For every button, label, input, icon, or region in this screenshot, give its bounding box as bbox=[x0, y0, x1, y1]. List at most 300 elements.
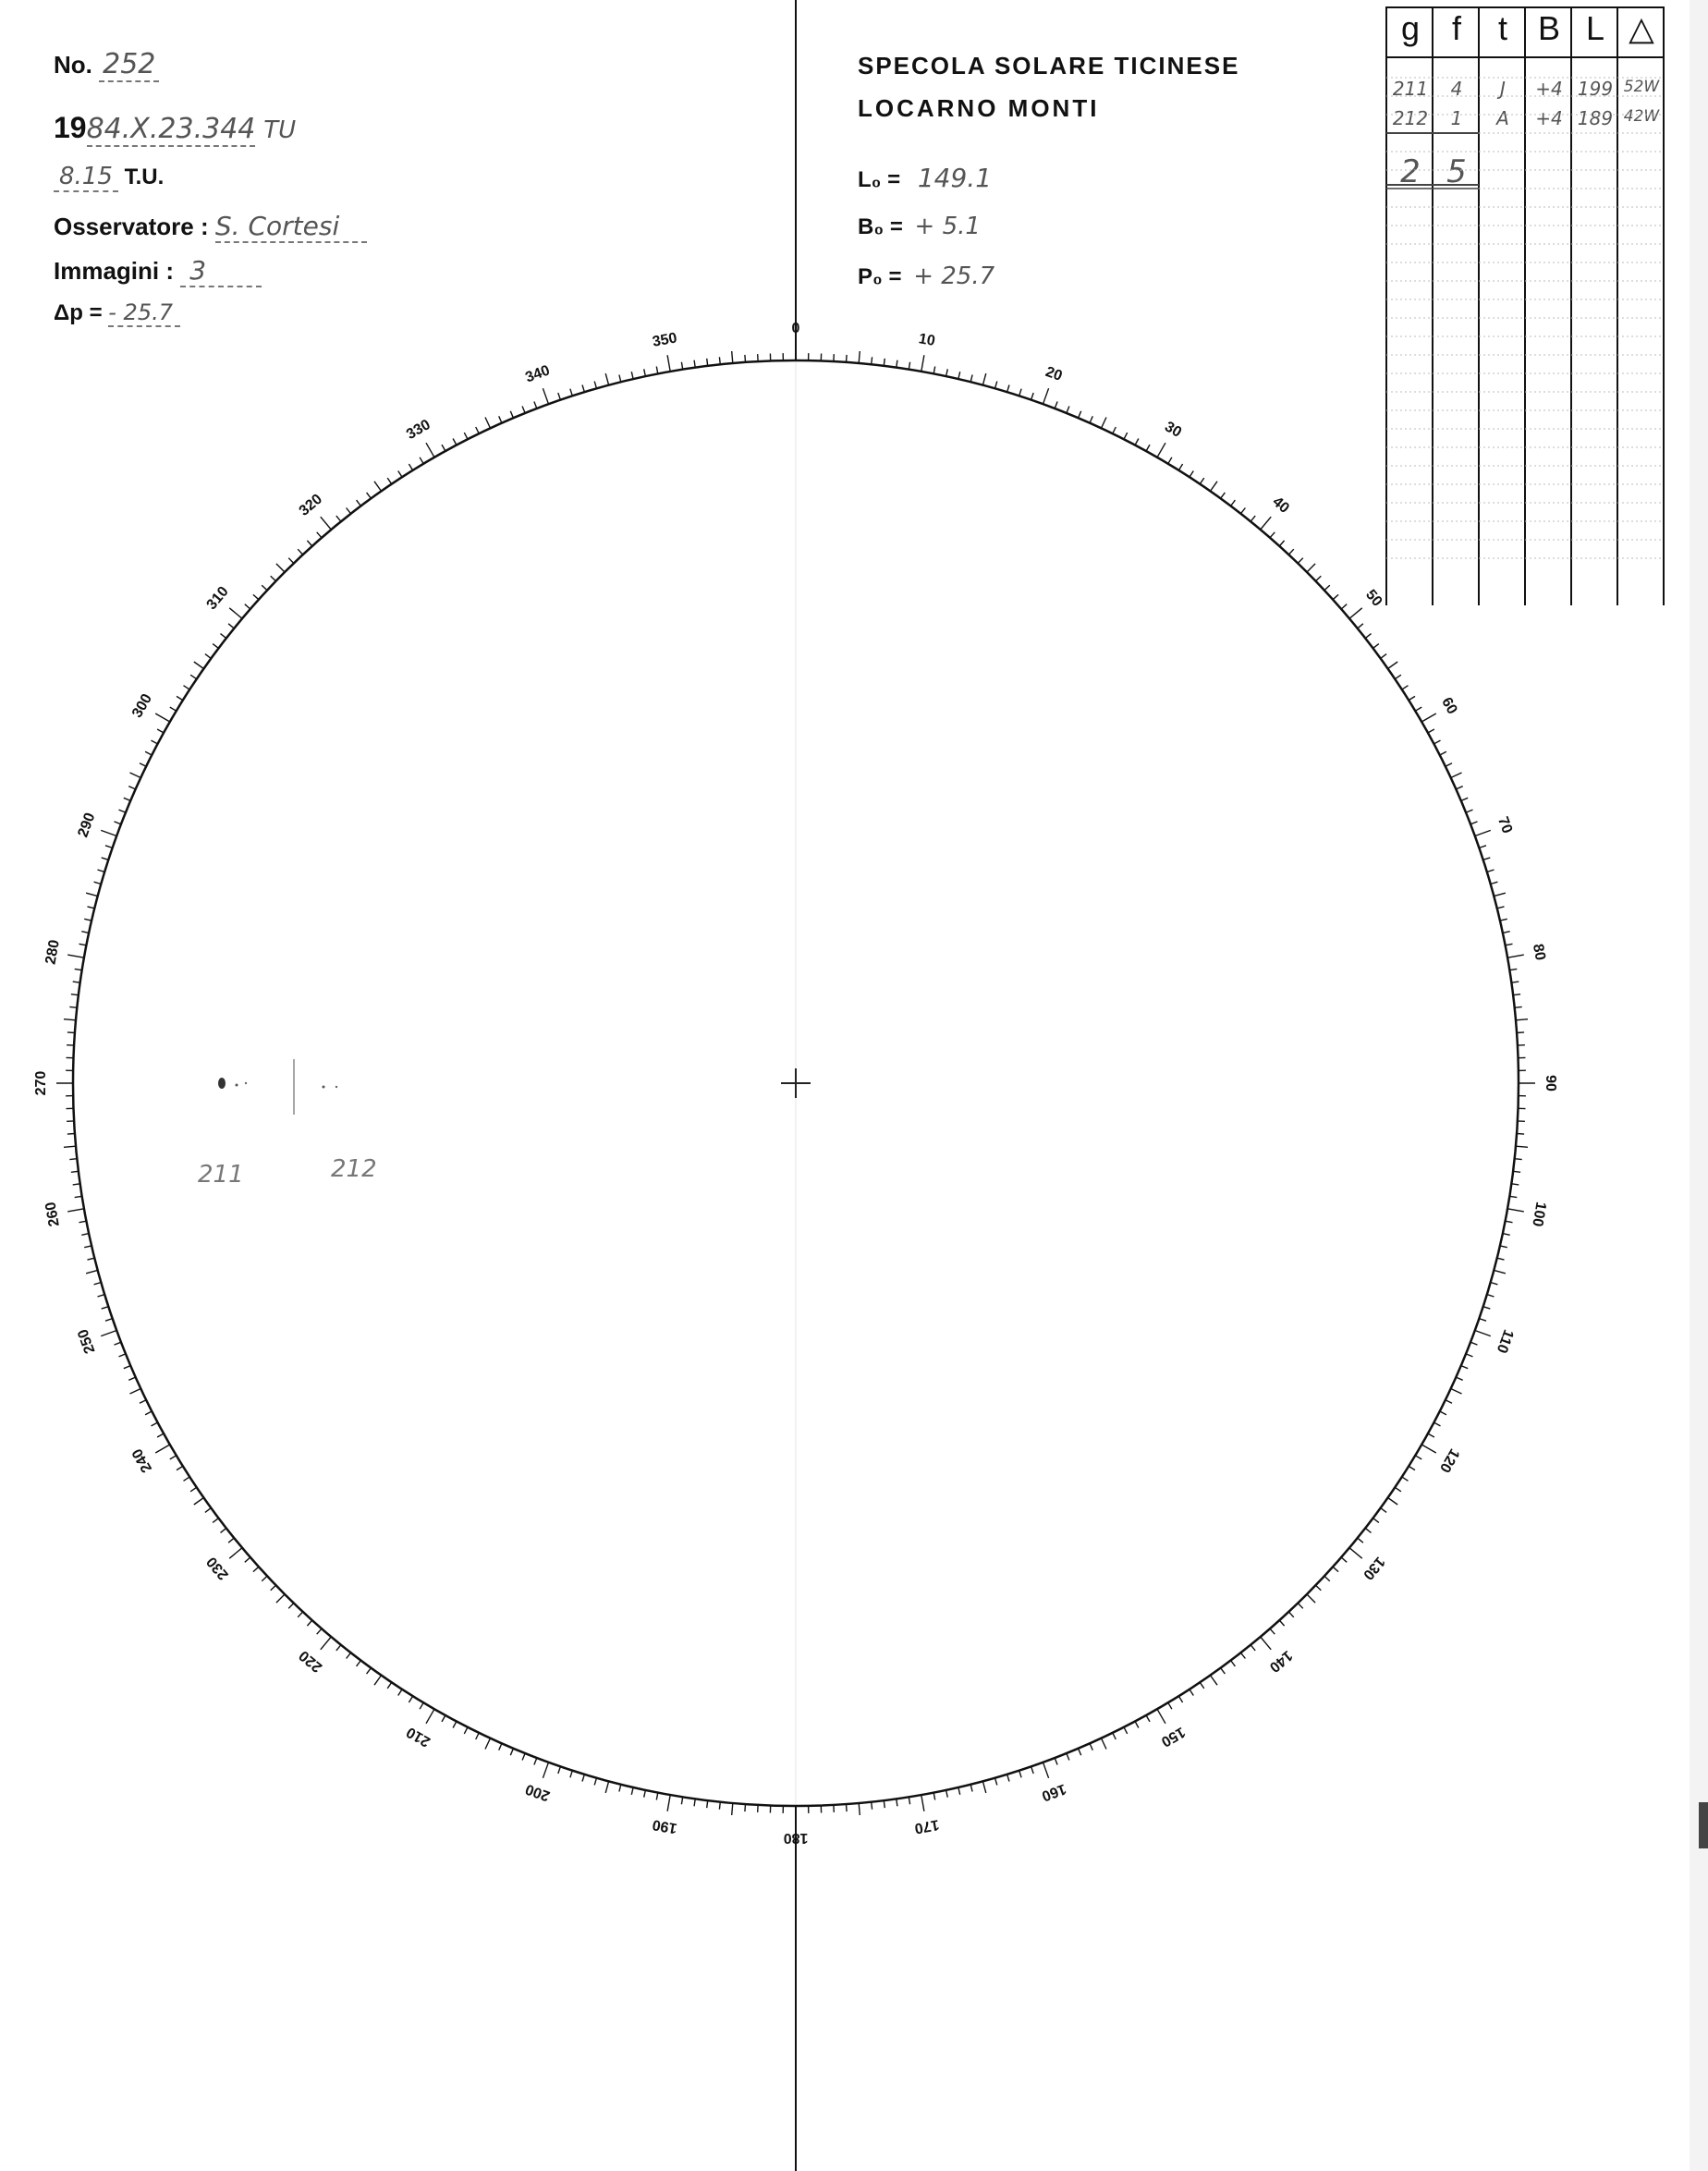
tick-mark bbox=[464, 433, 468, 439]
tick-mark bbox=[105, 846, 113, 848]
tick-mark bbox=[1507, 955, 1524, 957]
tick-mark bbox=[1475, 1331, 1491, 1336]
tick-mark bbox=[71, 1171, 79, 1172]
tick-mark bbox=[213, 1518, 218, 1523]
tick-mark bbox=[1494, 1270, 1506, 1273]
tick-mark bbox=[1250, 516, 1255, 521]
tick-mark bbox=[398, 471, 402, 478]
col-header-g: g bbox=[1400, 9, 1421, 47]
tick-mark bbox=[1491, 882, 1498, 884]
tick-mark bbox=[1298, 558, 1303, 564]
tick-mark bbox=[745, 1804, 746, 1811]
tick-label-10: 10 bbox=[917, 331, 936, 350]
tick-mark bbox=[1231, 500, 1236, 506]
tick-mark bbox=[1168, 457, 1172, 464]
tick-label-50: 50 bbox=[1362, 587, 1385, 610]
tick-mark bbox=[1067, 407, 1069, 413]
tick-mark bbox=[1440, 1411, 1446, 1415]
tick-mark bbox=[71, 994, 79, 995]
tick-mark bbox=[1090, 416, 1092, 422]
tick-mark bbox=[1124, 433, 1128, 439]
tick-mark bbox=[64, 1146, 76, 1147]
tick-mark bbox=[970, 1785, 972, 1792]
observer-label: Osservatore : bbox=[54, 213, 209, 240]
tick-mark bbox=[101, 1331, 116, 1336]
tick-mark bbox=[1298, 1604, 1303, 1609]
tick-mark bbox=[101, 830, 116, 835]
tick-mark bbox=[1324, 585, 1330, 591]
col-header-L: L bbox=[1585, 9, 1605, 47]
tick-mark bbox=[1388, 662, 1398, 669]
tick-mark bbox=[946, 369, 948, 376]
tick-mark bbox=[119, 810, 126, 812]
tick-mark bbox=[102, 858, 109, 860]
sunspot-212 bbox=[323, 1086, 325, 1089]
tick-mark bbox=[694, 1799, 695, 1806]
tick-label-70: 70 bbox=[1494, 814, 1516, 836]
row1-delta: 52W bbox=[1623, 78, 1660, 96]
tick-mark bbox=[1055, 402, 1057, 409]
tick-mark bbox=[1031, 1766, 1034, 1774]
sunspot-212 bbox=[336, 1086, 337, 1088]
tick-mark bbox=[84, 1246, 92, 1248]
tick-mark bbox=[1240, 1653, 1245, 1658]
tick-mark bbox=[582, 1775, 584, 1782]
dp-label: Δp = bbox=[54, 300, 103, 325]
tick-mark bbox=[1506, 1221, 1513, 1223]
tick-mark bbox=[229, 608, 242, 619]
tick-mark bbox=[1240, 508, 1245, 514]
tick-mark bbox=[681, 1797, 682, 1804]
tick-mark bbox=[1124, 1727, 1128, 1734]
tick-mark bbox=[276, 564, 285, 572]
row2-L: 189 bbox=[1577, 107, 1614, 129]
tick-mark bbox=[732, 1803, 733, 1815]
tick-mark bbox=[374, 482, 382, 492]
tick-label-170: 170 bbox=[913, 1816, 941, 1836]
tick-mark bbox=[86, 893, 98, 896]
tick-mark bbox=[253, 594, 259, 599]
tick-mark bbox=[177, 1466, 183, 1470]
tick-mark bbox=[1261, 1637, 1272, 1650]
tick-mark bbox=[271, 1585, 276, 1591]
tick-mark bbox=[67, 1032, 75, 1033]
P0-value: + 25.7 bbox=[913, 262, 995, 290]
tick-mark bbox=[357, 1661, 361, 1666]
row1-g: 211 bbox=[1392, 78, 1429, 100]
tick-mark bbox=[98, 870, 105, 872]
tick-mark bbox=[426, 1709, 434, 1724]
tick-mark bbox=[157, 729, 164, 733]
tick-mark bbox=[1470, 822, 1477, 824]
tick-mark bbox=[476, 1733, 480, 1739]
tick-mark bbox=[140, 763, 146, 767]
tick-mark bbox=[170, 707, 177, 711]
tick-mark bbox=[847, 355, 848, 362]
date-suffix: TU bbox=[263, 116, 297, 144]
tick-mark bbox=[1288, 1612, 1294, 1617]
time-unit: T.U. bbox=[124, 165, 165, 189]
tick-mark bbox=[213, 644, 218, 649]
tick-mark bbox=[442, 445, 445, 451]
tick-mark bbox=[245, 604, 250, 609]
tick-mark bbox=[336, 516, 341, 521]
tick-mark bbox=[194, 1498, 204, 1506]
tick-mark bbox=[130, 773, 141, 778]
tick-mark bbox=[667, 1795, 670, 1811]
tick-mark bbox=[253, 1567, 259, 1571]
B0-label: B₀ = bbox=[858, 214, 903, 239]
tick-mark bbox=[1446, 763, 1452, 767]
tick-mark bbox=[1113, 1733, 1116, 1739]
tick-mark bbox=[1102, 1738, 1107, 1750]
tick-mark bbox=[367, 493, 372, 498]
number-label: No. bbox=[54, 51, 92, 79]
tick-mark bbox=[119, 1354, 126, 1357]
tick-mark bbox=[1231, 1661, 1236, 1666]
tick-mark bbox=[745, 355, 746, 362]
tick-label-210: 210 bbox=[404, 1723, 433, 1750]
institution-title: SPECOLA SOLARE TICINESE bbox=[858, 52, 1240, 79]
tick-mark bbox=[288, 558, 294, 564]
tick-mark bbox=[1007, 1775, 1009, 1782]
tick-mark bbox=[190, 1487, 197, 1492]
tick-mark bbox=[1402, 1477, 1409, 1481]
tick-mark bbox=[1479, 846, 1486, 848]
tick-mark bbox=[409, 1696, 412, 1702]
tick-mark bbox=[1067, 1753, 1069, 1760]
tick-mark bbox=[1168, 1702, 1172, 1709]
tick-mark bbox=[442, 1715, 445, 1722]
tick-mark bbox=[1007, 385, 1009, 393]
tick-mark bbox=[1211, 1676, 1218, 1686]
tick-mark bbox=[140, 1400, 146, 1404]
tick-mark bbox=[933, 1793, 935, 1800]
tick-label-120: 120 bbox=[1435, 1445, 1462, 1475]
tick-mark bbox=[464, 1727, 468, 1734]
tick-mark bbox=[1079, 411, 1081, 418]
tick-mark bbox=[1358, 1538, 1363, 1543]
tick-mark bbox=[64, 1019, 76, 1020]
tick-mark bbox=[1365, 1528, 1371, 1532]
tick-mark bbox=[374, 1676, 382, 1686]
observer-value: S. Cortesi bbox=[215, 211, 367, 243]
tick-mark bbox=[619, 1785, 621, 1792]
tick-label-320: 320 bbox=[296, 491, 326, 519]
tick-mark bbox=[357, 500, 361, 506]
tick-mark bbox=[205, 1508, 211, 1513]
L0-label: L₀ = bbox=[858, 167, 901, 192]
tick-mark bbox=[1031, 393, 1034, 400]
tick-mark bbox=[1043, 388, 1049, 404]
tick-label-250: 250 bbox=[75, 1326, 99, 1356]
row1-t: J bbox=[1500, 78, 1506, 100]
tick-mark bbox=[1307, 564, 1315, 572]
tick-mark bbox=[1349, 1548, 1362, 1559]
tick-mark bbox=[1509, 1196, 1517, 1197]
tick-mark bbox=[499, 1743, 502, 1750]
tick-mark bbox=[1270, 532, 1275, 538]
tick-mark bbox=[1466, 1354, 1472, 1357]
tick-mark bbox=[75, 969, 82, 970]
tick-mark bbox=[1517, 1032, 1524, 1033]
tick-mark bbox=[719, 357, 720, 364]
tick-label-180: 180 bbox=[783, 1829, 809, 1846]
row1-f: 4 bbox=[1450, 78, 1463, 100]
tick-mark bbox=[970, 375, 972, 383]
tick-mark bbox=[88, 907, 95, 909]
tick-mark bbox=[570, 389, 572, 396]
tick-mark bbox=[398, 1689, 402, 1696]
tick-mark bbox=[298, 1612, 303, 1617]
tick-mark bbox=[485, 1738, 491, 1750]
tick-mark bbox=[1487, 870, 1494, 872]
tick-mark bbox=[1395, 1487, 1401, 1492]
tick-mark bbox=[946, 1790, 948, 1798]
tick-mark bbox=[958, 1787, 960, 1795]
tick-label-240: 240 bbox=[129, 1445, 156, 1475]
tick-mark bbox=[510, 411, 513, 418]
tick-mark bbox=[1157, 443, 1165, 457]
tick-mark bbox=[1466, 810, 1472, 812]
tick-mark bbox=[594, 382, 596, 389]
tick-mark bbox=[170, 1456, 177, 1459]
tick-mark bbox=[155, 714, 170, 722]
tick-mark bbox=[1316, 576, 1322, 581]
tick-mark bbox=[317, 1628, 322, 1634]
tick-mark bbox=[1190, 1689, 1193, 1696]
tick-mark bbox=[387, 1682, 392, 1689]
tick-mark bbox=[1261, 517, 1272, 530]
tick-mark bbox=[453, 439, 457, 445]
tick-mark bbox=[321, 1637, 332, 1650]
tick-mark bbox=[1479, 1319, 1486, 1322]
tick-mark bbox=[453, 1722, 457, 1728]
tick-mark bbox=[1135, 439, 1139, 445]
tick-label-20: 20 bbox=[1043, 363, 1065, 384]
tick-mark bbox=[1516, 1146, 1528, 1147]
tick-mark bbox=[1461, 1366, 1468, 1369]
tick-mark bbox=[1102, 418, 1107, 429]
tick-mark bbox=[1516, 1019, 1528, 1020]
tick-mark bbox=[1500, 919, 1507, 921]
tick-mark bbox=[1341, 1557, 1347, 1562]
tick-mark bbox=[1513, 994, 1520, 995]
tick-label-310: 310 bbox=[203, 583, 232, 614]
tick-mark bbox=[1500, 1246, 1507, 1248]
tick-mark bbox=[1055, 1758, 1057, 1764]
group-label-211: 211 bbox=[198, 1161, 244, 1189]
tick-mark bbox=[1409, 696, 1415, 700]
tick-label-90: 90 bbox=[1542, 1075, 1558, 1092]
tick-mark bbox=[534, 402, 537, 409]
tick-mark bbox=[1451, 1389, 1462, 1395]
tick-mark bbox=[1381, 1508, 1386, 1513]
tick-mark bbox=[476, 427, 480, 433]
tick-mark bbox=[1221, 1668, 1226, 1674]
tick-mark bbox=[81, 1234, 89, 1236]
tick-mark bbox=[288, 1604, 294, 1609]
tick-mark bbox=[1324, 1576, 1330, 1581]
tick-mark bbox=[1497, 1258, 1505, 1260]
tick-mark bbox=[732, 351, 733, 363]
col-header-t: t bbox=[1497, 9, 1507, 47]
tick-mark bbox=[79, 1221, 87, 1223]
tick-mark bbox=[681, 362, 682, 370]
tick-mark bbox=[317, 532, 322, 538]
tick-mark bbox=[75, 1196, 82, 1197]
tick-label-260: 260 bbox=[43, 1201, 63, 1228]
tick-mark bbox=[69, 1159, 77, 1160]
time-value: 8.15 bbox=[54, 163, 118, 192]
tick-mark bbox=[656, 1793, 658, 1800]
tick-mark bbox=[1494, 893, 1506, 896]
tick-mark bbox=[631, 1787, 633, 1795]
tick-mark bbox=[1373, 1518, 1379, 1523]
tick-mark bbox=[1446, 1400, 1452, 1404]
tick-mark bbox=[190, 675, 197, 679]
tick-mark bbox=[1421, 1445, 1436, 1453]
tick-mark bbox=[631, 372, 633, 379]
tick-mark bbox=[719, 1802, 720, 1810]
tick-mark bbox=[184, 686, 190, 689]
tick-mark bbox=[228, 1538, 234, 1543]
tick-label-60: 60 bbox=[1438, 694, 1460, 717]
tick-mark bbox=[221, 1528, 226, 1532]
tick-mark bbox=[656, 367, 658, 374]
tick-mark bbox=[387, 478, 392, 484]
tick-mark bbox=[229, 1548, 242, 1559]
tick-mark bbox=[79, 944, 87, 945]
tick-mark bbox=[543, 388, 548, 404]
tick-mark bbox=[145, 751, 152, 755]
sunspot-211-small bbox=[245, 1082, 247, 1084]
tick-mark bbox=[94, 1283, 102, 1285]
col-header-B: B bbox=[1537, 9, 1560, 47]
tick-mark bbox=[1483, 1307, 1491, 1309]
tick-mark bbox=[1440, 751, 1446, 755]
tick-mark bbox=[409, 464, 412, 470]
tick-mark bbox=[522, 407, 525, 413]
tick-mark bbox=[570, 1771, 572, 1778]
tick-mark bbox=[86, 1270, 98, 1273]
tick-label-130: 130 bbox=[1360, 1553, 1388, 1583]
row1-B: +4 bbox=[1535, 78, 1563, 100]
tick-mark bbox=[921, 1795, 924, 1811]
tick-mark bbox=[1428, 729, 1434, 733]
tick-mark bbox=[1483, 858, 1491, 860]
tick-label-0: 0 bbox=[791, 321, 800, 337]
tick-mark bbox=[499, 416, 502, 422]
tick-mark bbox=[594, 1778, 596, 1786]
tick-mark bbox=[145, 1411, 152, 1415]
tick-mark bbox=[1307, 1594, 1315, 1603]
date-value: 84.X.23.344 bbox=[86, 113, 256, 145]
tick-label-190: 190 bbox=[651, 1816, 678, 1836]
tick-mark bbox=[336, 1645, 341, 1651]
tick-mark bbox=[84, 919, 92, 921]
tick-mark bbox=[958, 372, 960, 379]
tick-mark bbox=[347, 1653, 351, 1658]
L0-value: 149.1 bbox=[917, 163, 993, 193]
tick-mark bbox=[667, 355, 670, 372]
row2-g: 212 bbox=[1392, 107, 1429, 129]
year-prefix: 19 bbox=[54, 111, 87, 144]
tick-mark bbox=[102, 1307, 109, 1309]
tick-mark bbox=[1461, 798, 1468, 800]
tick-mark bbox=[307, 1620, 311, 1626]
row1-L: 199 bbox=[1577, 78, 1614, 100]
tick-mark bbox=[205, 654, 211, 659]
tick-mark bbox=[1373, 644, 1379, 649]
col-header-f: f bbox=[1451, 9, 1461, 47]
tick-mark bbox=[1451, 773, 1462, 778]
tick-mark bbox=[558, 393, 561, 400]
tick-mark bbox=[1513, 1171, 1520, 1172]
tick-mark bbox=[67, 1134, 75, 1135]
tick-mark bbox=[1178, 464, 1182, 470]
tick-mark bbox=[1113, 427, 1116, 433]
tick-mark bbox=[859, 351, 860, 363]
tick-mark bbox=[1211, 482, 1218, 492]
tick-mark bbox=[522, 1753, 525, 1760]
tick-mark bbox=[152, 1422, 158, 1426]
tick-mark bbox=[67, 955, 84, 957]
tick-mark bbox=[1415, 707, 1421, 711]
tick-mark bbox=[510, 1749, 513, 1755]
tick-mark bbox=[543, 1762, 548, 1778]
tick-mark bbox=[1470, 1342, 1477, 1345]
tick-mark bbox=[155, 1445, 170, 1453]
tick-mark bbox=[1456, 1377, 1462, 1380]
tick-mark bbox=[1019, 1771, 1021, 1778]
total-spots: 5 bbox=[1446, 153, 1467, 190]
tick-mark bbox=[69, 1006, 77, 1007]
tick-mark bbox=[1415, 1456, 1421, 1459]
tick-mark bbox=[1434, 1422, 1441, 1426]
tick-mark bbox=[1497, 907, 1505, 909]
tick-mark bbox=[1491, 1283, 1498, 1285]
tick-mark bbox=[73, 1184, 80, 1185]
tick-mark bbox=[307, 541, 311, 546]
tick-mark bbox=[1135, 1722, 1139, 1728]
tick-mark bbox=[152, 740, 158, 744]
tick-mark bbox=[1421, 714, 1436, 722]
tick-mark bbox=[1279, 541, 1284, 546]
tick-mark bbox=[271, 576, 276, 581]
P0-label: P₀ = bbox=[858, 264, 902, 289]
tick-mark bbox=[177, 696, 183, 700]
tick-label-330: 330 bbox=[404, 417, 433, 444]
tick-mark bbox=[262, 1576, 267, 1581]
tick-mark bbox=[105, 1319, 113, 1322]
location-title: LOCARNO MONTI bbox=[858, 94, 1100, 122]
tick-mark bbox=[1349, 608, 1362, 619]
tick-mark bbox=[1288, 549, 1294, 555]
tick-mark bbox=[1157, 1709, 1165, 1724]
tick-mark bbox=[321, 517, 332, 530]
number-value: 252 bbox=[99, 48, 159, 82]
tick-mark bbox=[420, 457, 423, 464]
tick-mark bbox=[128, 1377, 135, 1380]
tick-label-220: 220 bbox=[296, 1647, 326, 1676]
tick-mark bbox=[1178, 1696, 1182, 1702]
tick-mark bbox=[128, 787, 135, 789]
tick-mark bbox=[1200, 1682, 1204, 1689]
tick-mark bbox=[1090, 1743, 1092, 1750]
tick-mark bbox=[1402, 686, 1409, 689]
tick-mark bbox=[88, 1258, 95, 1260]
